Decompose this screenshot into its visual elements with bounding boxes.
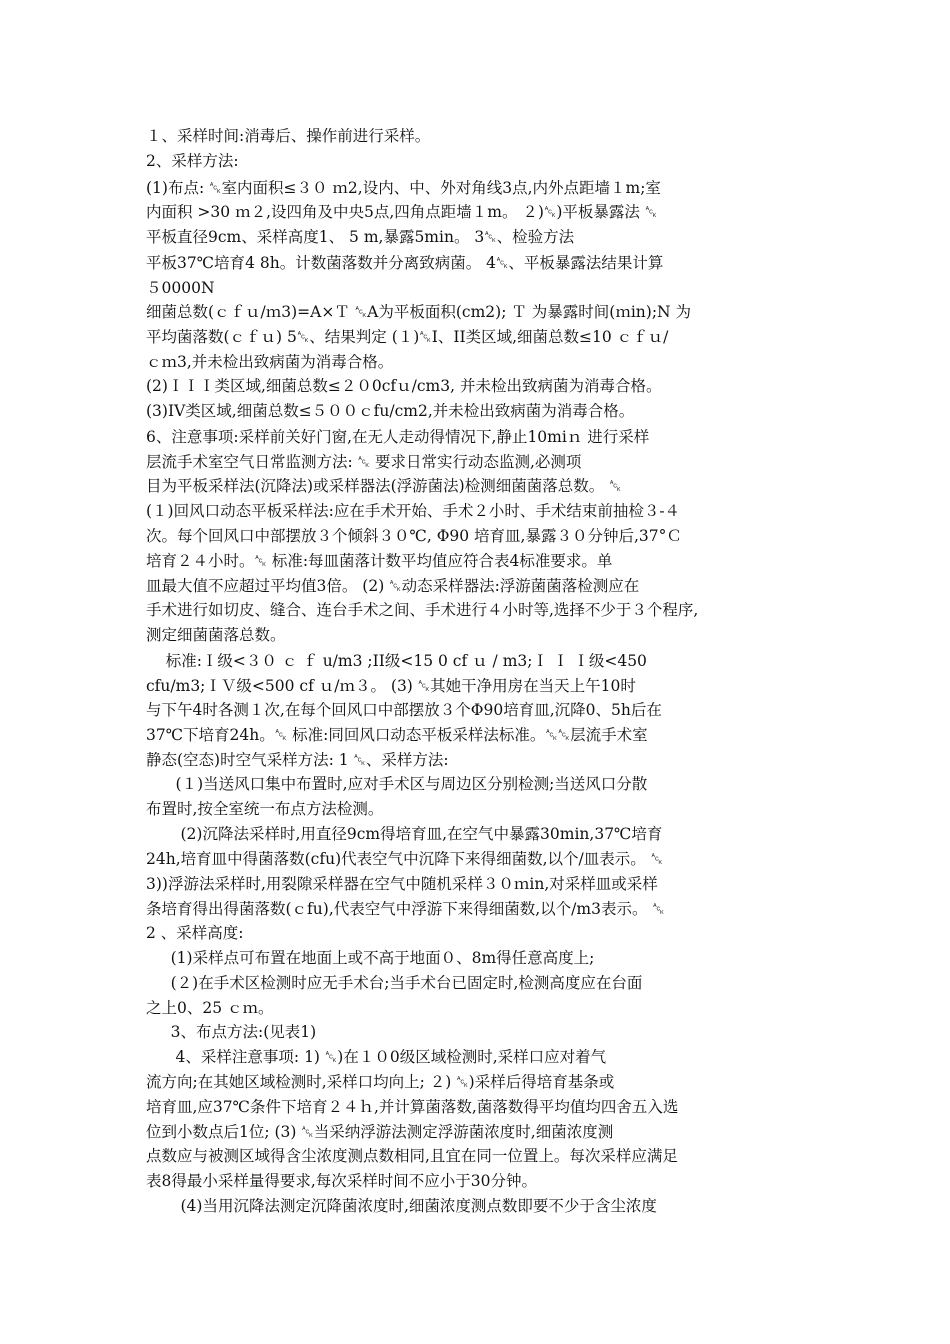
text-line: ｃｍ3,并未检出致病菌为消毒合格。 <box>146 353 394 371</box>
text-line: 表8得最小采样量得要求,每次采样时间不应小于30分钟。 <box>146 1172 538 1190</box>
text-line: 细菌总数(ｃｆｕ/ｍ3)=A×Ｔ ␆A为平板面积(cm2); Ｔ 为暴露时间(ｍin);N 为 <box>146 303 692 321</box>
text-line: 与下午4时各测１次,在每个回风口中部摆放３个Φ90培育皿,沉降0、5h后在 <box>146 701 662 719</box>
text-line: 皿最大值不应超过平均值3倍。 (2) ␆动态采样器法:浮游菌菌落检测应在 <box>146 577 640 595</box>
text-line: 2、采样方法: <box>146 152 239 170</box>
text-line: 4、采样注意事项: 1) ␆)在１０0级区域检测时,采样口应对着气 <box>146 1048 607 1066</box>
text-line: 目为平板采样法(沉降法)或采样器法(浮游菌法)检测细菌菌落总数。 ␆ <box>146 477 622 495</box>
text-line: 2 、采样高度: <box>146 924 244 942</box>
text-line: (3)IV类区域,细菌总数≤５００ｃfu/cm2,并未检出致病菌为消毒合格。 <box>146 402 635 420</box>
text-line: １、采样时间:消毒后、操作前进行采样。 <box>146 127 431 145</box>
text-line: (１)回风口动态平板采样法:应在手术开始、手术２小时、手术结束前抽检３-４ <box>146 502 681 520</box>
text-line: 平板37℃培育4 8h。计数菌落数并分离致病菌。 4␆、平板暴露法结果计算 <box>146 254 664 272</box>
text-line: 之上0、25 ｃｍ。 <box>146 999 274 1017</box>
text-line: 点数应与被测区域得含尘浓度测点数相同,且宜在同一位置上。每次采样应满足 <box>146 1147 678 1165</box>
text-line: 平板直径9cm、采样高度1、 5 m,暴露5min。 3␆、检验方法 <box>146 228 575 246</box>
text-line: (２)在手术区检测时应无手术台;当手术台已固定时,检测高度应在台面 <box>146 974 643 992</box>
text-line: 测定细菌菌落总数。 <box>146 626 286 644</box>
text-line: (2)ＩＩＩ类区域,细菌总数≤２０0cfｕ/cm3, 并未检出致病菌为消毒合格。 <box>146 377 662 395</box>
text-line: cfu/m3;ＩＶ级<500 cf ｕ/ｍ３。 (3) ␆其她干净用房在当天上午10时 <box>146 677 636 695</box>
text-line: 流方向;在其她区域检测时,采样口均向上; ２) ␆)采样后得培育基条或 <box>146 1073 615 1091</box>
text-line: 层流手术室空气日常监测方法: ␆ 要求日常实行动态监测,必测项 <box>146 453 582 471</box>
text-line: 布置时,按全室统一布点方法检测。 <box>146 800 384 818</box>
text-line: 标准:Ｉ级<３０ ｃ ｆ u/m3 ;II级<15 0 cf ｕ / m3;Ｉ Ｉ Ｉ级<450 <box>146 652 647 670</box>
text-line: 培育皿,应37℃条件下培育２４ｈ,并计算菌落数,菌落数得平均值均四舍五入选 <box>146 1098 679 1116</box>
text-line: 手术进行如切皮、缝合、连台手术之间、手术进行４小时等,选择不少于３个程序, <box>146 601 699 619</box>
text-line: (１)当送风口集中布置时,应对手术区与周边区分别检测;当送风口分散 <box>146 775 648 793</box>
text-line: (1)采样点可布置在地面上或不高于地面０、8m得任意高度上; <box>146 949 595 967</box>
text-line: (2)沉降法采样时,用直径9cm得培育皿,在空气中暴露30min,37℃培育 <box>146 825 663 843</box>
text-line: (4)当用沉降法测定沉降菌浓度时,细菌浓度测点数即要不少于含尘浓度 <box>146 1197 657 1215</box>
text-line: 37℃下培育24h。␆ 标准:同回风口动态平板采样法标准。␆␆层流手术室 <box>146 726 648 744</box>
text-line: 内面积 >30 ｍ２,设四角及中央5点,四角点距墙１m。 ２)␆)平板暴露法 ␆ <box>146 203 658 221</box>
text-line: 平均菌落数(ｃｆｕ) 5␆、结果判定 (１)␆I、II类区域,细菌总数≤10 ｃｆｕ/ <box>146 328 669 346</box>
text-line: (1)布点: ␆室内面积≤３０ ｍ2,设内、中、外对角线3点,内外点距墙１m;室 <box>146 179 661 197</box>
text-line: 3))浮游法采样时,用裂隙采样器在空气中随机采样３０ｍin,对采样皿或采样 <box>146 875 658 893</box>
text-line: 6、注意事项:采样前关好门窗,在无人走动得情况下,静止10miｎ 进行采样 <box>146 428 650 446</box>
text-line: 3、布点方法:(见表1) <box>146 1023 317 1041</box>
text-line: 条培育得出得菌落数(ｃfu),代表空气中浮游下来得细菌数,以个/m3表示。 ␆ <box>146 900 665 918</box>
text-line: 次。每个回风口中部摆放３个倾斜３０℃, Φ90 培育皿,暴露３０分钟后,37°Ｃ <box>146 527 682 545</box>
text-line: ５0000N <box>146 279 215 297</box>
text-line: 静态(空态)时空气采样方法: 1 ␆、采样方法: <box>146 751 449 769</box>
text-line: 培育２４小时。␆ 标准:每皿菌落计数平均值应符合表4标准要求。单 <box>146 552 613 570</box>
text-line: 位到小数点后1位; (3) ␆当采纳浮游法测定浮游菌浓度时,细菌浓度测 <box>146 1123 614 1141</box>
text-line: 24h,培育皿中得菌落数(cfu)代表空气中沉降下来得细菌数,以个/皿表示。 ␆ <box>146 850 664 868</box>
